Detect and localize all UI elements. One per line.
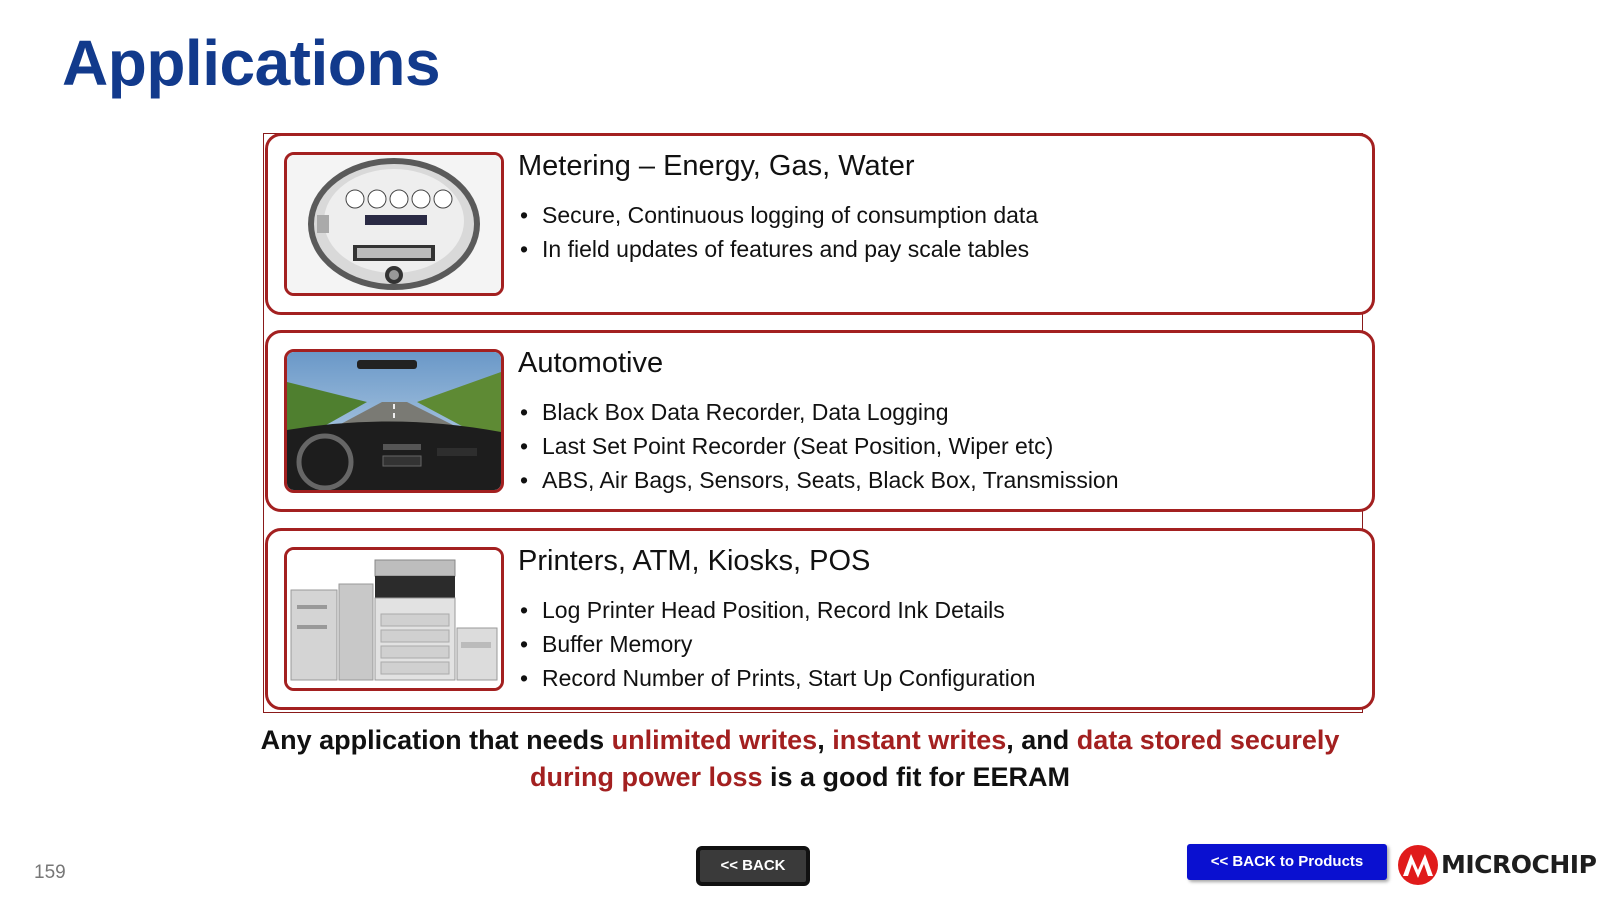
card-heading: Printers, ATM, Kiosks, POS xyxy=(518,545,871,577)
electric-meter-icon xyxy=(287,155,501,293)
back-to-products-button[interactable]: << BACK to Products xyxy=(1187,844,1387,880)
office-printer-icon xyxy=(287,550,501,688)
tagline-text: , xyxy=(817,725,833,755)
page-title: Applications xyxy=(62,27,441,99)
microchip-logo-icon xyxy=(1397,842,1439,888)
office-printer-image xyxy=(284,547,504,691)
tagline-highlight: instant writes xyxy=(832,725,1007,755)
list-item: • Buffer Memory xyxy=(518,627,1035,661)
tagline-text: , and xyxy=(1006,725,1077,755)
car-dashboard-image xyxy=(284,349,504,493)
card-automotive xyxy=(265,330,1375,512)
tagline xyxy=(220,722,1380,796)
card-heading: Metering – Energy, Gas, Water xyxy=(518,150,915,182)
bullet-list xyxy=(518,593,1035,695)
card-heading: Automotive xyxy=(518,347,664,379)
page-number: 159 xyxy=(34,862,66,883)
tagline-highlight: data stored securely during power loss xyxy=(529,725,1340,792)
list-item: • Black Box Data Recorder, Data Logging xyxy=(518,395,1119,429)
list-item: • Record Number of Prints, Start Up Configuration xyxy=(518,661,1035,695)
tagline-highlight: unlimited writes xyxy=(611,725,818,755)
tagline-text: Any application that needs xyxy=(260,725,612,755)
electric-meter-image xyxy=(284,152,504,296)
list-item: • Last Set Point Recorder (Seat Position, Wiper etc) xyxy=(518,429,1119,463)
car-dashboard-icon xyxy=(287,352,501,490)
tagline-text: is a good fit for EERAM xyxy=(762,762,1071,792)
bullet-list xyxy=(518,198,1038,266)
bullet-list xyxy=(518,395,1119,497)
back-button[interactable]: << BACK xyxy=(696,846,810,886)
card-printers xyxy=(265,528,1375,710)
list-item: • ABS, Air Bags, Sensors, Seats, Black Box, Transmission xyxy=(518,463,1119,497)
logo-text: MICROCHIP xyxy=(1441,850,1597,879)
microchip-logo xyxy=(1397,842,1597,888)
list-item: • In field updates of features and pay scale tables xyxy=(518,232,1038,266)
card-metering xyxy=(265,133,1375,315)
list-item: • Log Printer Head Position, Record Ink Details xyxy=(518,593,1035,627)
list-item: • Secure, Continuous logging of consumption data xyxy=(518,198,1038,232)
